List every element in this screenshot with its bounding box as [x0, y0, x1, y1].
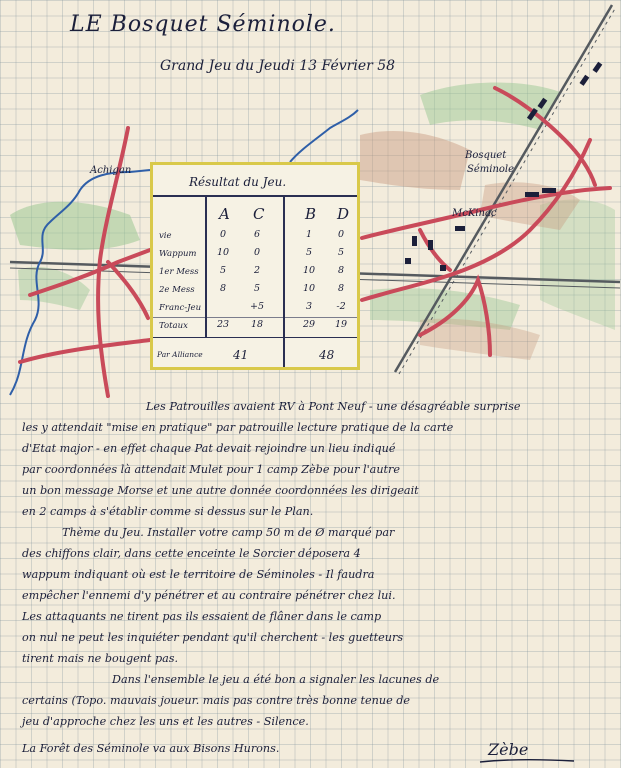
table-cell: 0 — [253, 247, 261, 258]
footer-note: La Forêt des Séminole va aux Bisons Hurons. — [22, 742, 280, 755]
building — [440, 265, 446, 271]
body-line: Dans l'ensemble le jeu a été bon a signaler les lacunes de — [112, 673, 440, 686]
column-head-c: C — [253, 205, 265, 223]
table-cell: 8 — [337, 265, 345, 276]
table-cell: 8 — [219, 283, 227, 294]
table-cell: 5 — [219, 265, 227, 276]
alliance-label: Par Alliance — [157, 350, 203, 359]
table-cell: 5 — [253, 283, 261, 294]
page-title: LE Bosquet Séminole. — [70, 12, 336, 37]
building — [412, 236, 417, 246]
body-line: on nul ne peut les inquiéter pendant qu'il cherchent - les guetteurs — [22, 631, 404, 644]
field-area-top — [360, 131, 470, 190]
table-divider — [205, 195, 207, 337]
building — [428, 240, 433, 250]
table-divider — [153, 195, 357, 197]
table-cell-total: 19 — [334, 319, 348, 330]
row-label: Franc-Jeu — [159, 303, 202, 313]
table-cell: 0 — [337, 229, 345, 240]
place-label-achigan: Achigan — [90, 165, 132, 176]
results-title: Résultat du Jeu. — [189, 175, 287, 189]
building — [405, 258, 411, 264]
body-line: jeu d'approche chez les uns et les autres - Silence. — [22, 715, 309, 728]
row-label: 2e Mess — [159, 285, 195, 295]
body-line: certains (Topo. mauvais joueur. mais pas contre très bonne tenue de — [22, 694, 411, 707]
table-cell: 10 — [302, 265, 316, 276]
alliance-total-bd: 48 — [319, 348, 335, 362]
road-left-lower — [20, 340, 150, 362]
signature-underline — [478, 756, 578, 766]
body-line: des chiffons clair, dans cette enceinte le Sorcier déposera 4 — [22, 547, 361, 560]
row-label: Wappum — [159, 249, 197, 259]
signature: Zèbe — [488, 740, 529, 759]
alliance-total-ac: 41 — [233, 348, 249, 362]
forest-area-left — [10, 202, 140, 250]
body-line: par coordonnées là attendait Mulet pour 1 camp Zèbe pour l'autre — [22, 463, 401, 476]
table-divider — [153, 337, 357, 338]
building — [542, 188, 556, 193]
table-cell: -2 — [336, 301, 346, 312]
body-line: tirent mais ne bougent pas. — [22, 652, 179, 665]
place-label-seminole: Séminole — [467, 164, 515, 175]
table-cell-total: 29 — [302, 319, 316, 330]
body-line: empêcher l'ennemi d'y pénétrer et au contraire pénétrer chez lui. — [22, 589, 396, 602]
column-head-d: D — [337, 205, 350, 223]
place-label-mckinac: McKinac — [452, 208, 497, 219]
table-divider — [283, 195, 285, 367]
table-cell: 6 — [253, 229, 261, 240]
body-line: wappum indiquant où est le territoire de Séminoles - Il faudra — [22, 568, 375, 581]
body-line: un bon message Morse et une autre donnée coordonnées les dirigeait — [22, 484, 419, 497]
row-label: vie — [159, 231, 172, 241]
body-line: Thème du Jeu. Installer votre camp 50 m de Ø marqué par — [62, 526, 395, 539]
table-cell-total: 18 — [250, 319, 264, 330]
table-cell: +5 — [249, 301, 264, 312]
body-line: Les attaquants ne tirent pas ils essaient de flâner dans le camp — [22, 610, 382, 623]
page-subtitle: Grand Jeu du Jeudi 13 Février 58 — [160, 58, 396, 74]
body-line: les y attendait "mise en pratique" par patrouille lecture pratique de la carte — [22, 421, 454, 434]
row-label: 1er Mess — [159, 267, 199, 277]
body-line: Les Patrouilles avaient RV à Pont Neuf - une désagréable surprise — [146, 400, 521, 413]
table-cell: 1 — [305, 229, 313, 240]
road-left-fork — [108, 262, 148, 318]
building — [579, 75, 589, 86]
table-cell: 10 — [302, 283, 316, 294]
place-label-bosquet: Bosquet — [465, 150, 507, 161]
table-cell: 5 — [337, 247, 345, 258]
results-table — [150, 162, 360, 370]
table-cell: 10 — [216, 247, 230, 258]
table-cell-total: 23 — [216, 319, 230, 330]
column-head-b: B — [305, 205, 317, 223]
column-head-a: A — [219, 205, 230, 223]
table-cell: 8 — [337, 283, 345, 294]
row-label-totals: Totaux — [159, 321, 188, 331]
body-line: en 2 camps à s'établir comme si dessus sur le Plan. — [22, 505, 314, 518]
table-cell: 0 — [219, 229, 227, 240]
building — [525, 192, 539, 197]
building — [455, 226, 465, 231]
table-cell: 3 — [305, 301, 313, 312]
body-line: d'Etat major - en effet chaque Pat devait rejoindre un lieu indiqué — [22, 442, 396, 455]
table-cell: 5 — [305, 247, 313, 258]
table-cell: 2 — [253, 265, 261, 276]
table-divider — [153, 317, 357, 318]
building — [592, 62, 602, 73]
road-mckinac — [420, 230, 450, 270]
